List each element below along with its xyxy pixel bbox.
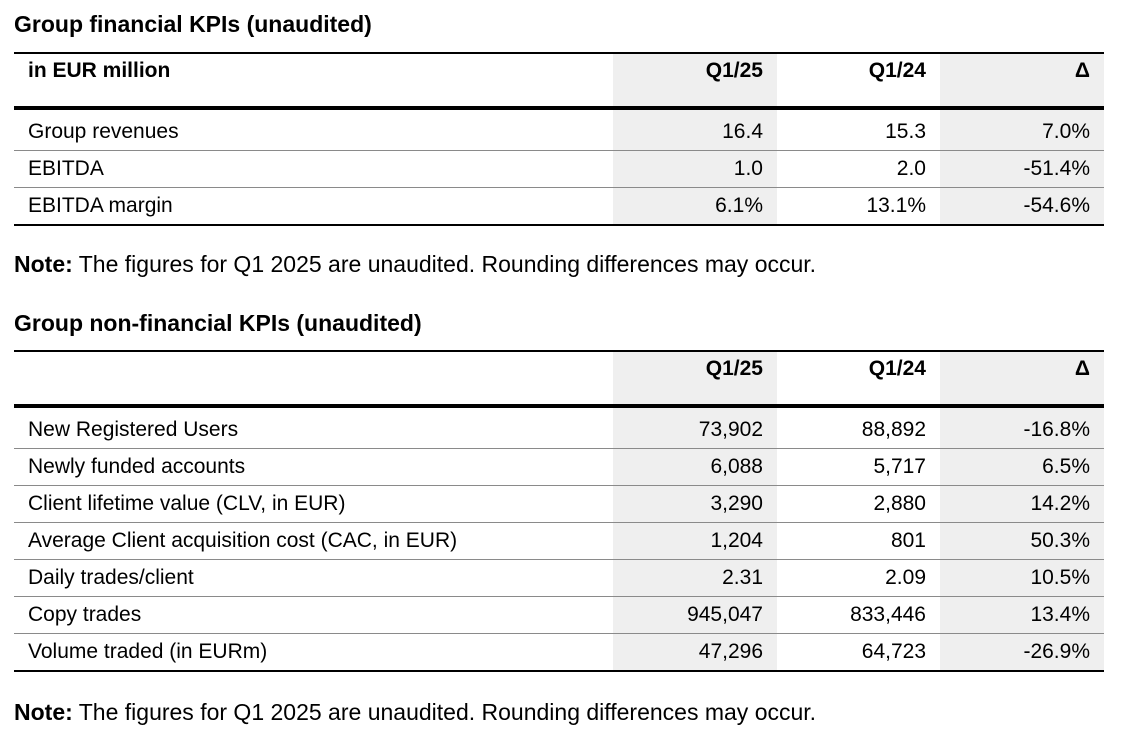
table-row: [14, 486, 1104, 523]
row-label: Volume traded (in EURm): [14, 634, 613, 672]
column-header-q1-25: Q1/25: [613, 351, 777, 406]
note-label: Note:: [14, 699, 73, 725]
cell-q1-24: 13.1%: [777, 188, 940, 226]
cell-q1-24: 5,717: [777, 449, 940, 486]
cell-q1-25: 1.0: [613, 151, 777, 188]
cell-q1-25: 945,047: [613, 597, 777, 634]
cell-q1-25: 73,902: [613, 406, 777, 449]
cell-q1-24: 88,892: [777, 406, 940, 449]
cell-q1-25: 1,204: [613, 523, 777, 560]
row-label: Average Client acquisition cost (CAC, in EUR): [14, 523, 613, 560]
column-header-q1-24: Q1/24: [868, 59, 926, 82]
cell-q1-25: 47,296: [613, 634, 777, 672]
cell-delta: 7.0%: [940, 108, 1104, 151]
cell-delta: 13.4%: [940, 597, 1104, 634]
financial-kpis-table: [14, 52, 1104, 226]
table-row: [14, 560, 1104, 597]
note-text: The figures for Q1 2025 are unaudited. Rounding differences may occur.: [72, 699, 817, 725]
cell-q1-25: 6.1%: [613, 188, 777, 226]
table-row: [14, 406, 1104, 449]
table-row: [14, 188, 1104, 226]
cell-q1-25: 2.31: [613, 560, 777, 597]
row-label: Client lifetime value (CLV, in EUR): [14, 486, 613, 523]
cell-delta: 6.5%: [940, 449, 1104, 486]
row-label: Copy trades: [14, 597, 613, 634]
column-header-q1-24: Q1/24: [868, 357, 926, 380]
cell-q1-24: 2,880: [777, 486, 940, 523]
column-header-q1-25: Q1/25: [613, 53, 777, 108]
cell-delta: 10.5%: [940, 560, 1104, 597]
table-row: [14, 597, 1104, 634]
table-header-row: [14, 53, 1104, 108]
table-row: [14, 523, 1104, 560]
cell-q1-25: 16.4: [613, 108, 777, 151]
note-label: Note:: [14, 251, 73, 277]
cell-q1-25: 3,290: [613, 486, 777, 523]
table-row: [14, 108, 1104, 151]
cell-delta: 14.2%: [940, 486, 1104, 523]
column-header-unit: in EUR million: [28, 59, 171, 82]
row-label: Daily trades/client: [14, 560, 613, 597]
nonfinancial-kpis-table: [14, 350, 1104, 672]
cell-q1-24: 2.09: [777, 560, 940, 597]
cell-q1-25: 6,088: [613, 449, 777, 486]
cell-delta: -54.6%: [940, 188, 1104, 226]
column-header-delta: Δ: [940, 351, 1104, 406]
table-row: [14, 449, 1104, 486]
financial-kpis-title: Group financial KPIs (unaudited): [14, 11, 372, 37]
column-header-unit: [14, 351, 613, 406]
cell-delta: -51.4%: [940, 151, 1104, 188]
cell-delta: -26.9%: [940, 634, 1104, 672]
cell-q1-24: 833,446: [777, 597, 940, 634]
cell-q1-24: 801: [777, 523, 940, 560]
cell-q1-24: 64,723: [777, 634, 940, 672]
financial-note: [14, 251, 816, 277]
table-header-row: [14, 351, 1104, 406]
row-label: EBITDA margin: [14, 188, 613, 226]
row-label: New Registered Users: [14, 406, 613, 449]
row-label: EBITDA: [14, 151, 613, 188]
note-text: The figures for Q1 2025 are unaudited. Rounding differences may occur.: [72, 251, 817, 277]
row-label: Group revenues: [14, 108, 613, 151]
cell-q1-24: 15.3: [777, 108, 940, 151]
table-row: [14, 634, 1104, 672]
table-row: [14, 151, 1104, 188]
nonfinancial-note: [14, 699, 816, 725]
cell-delta: -16.8%: [940, 406, 1104, 449]
row-label: Newly funded accounts: [14, 449, 613, 486]
nonfinancial-kpis-title: Group non-financial KPIs (unaudited): [14, 310, 422, 336]
cell-delta: 50.3%: [940, 523, 1104, 560]
cell-q1-24: 2.0: [777, 151, 940, 188]
column-header-delta: Δ: [940, 53, 1104, 108]
